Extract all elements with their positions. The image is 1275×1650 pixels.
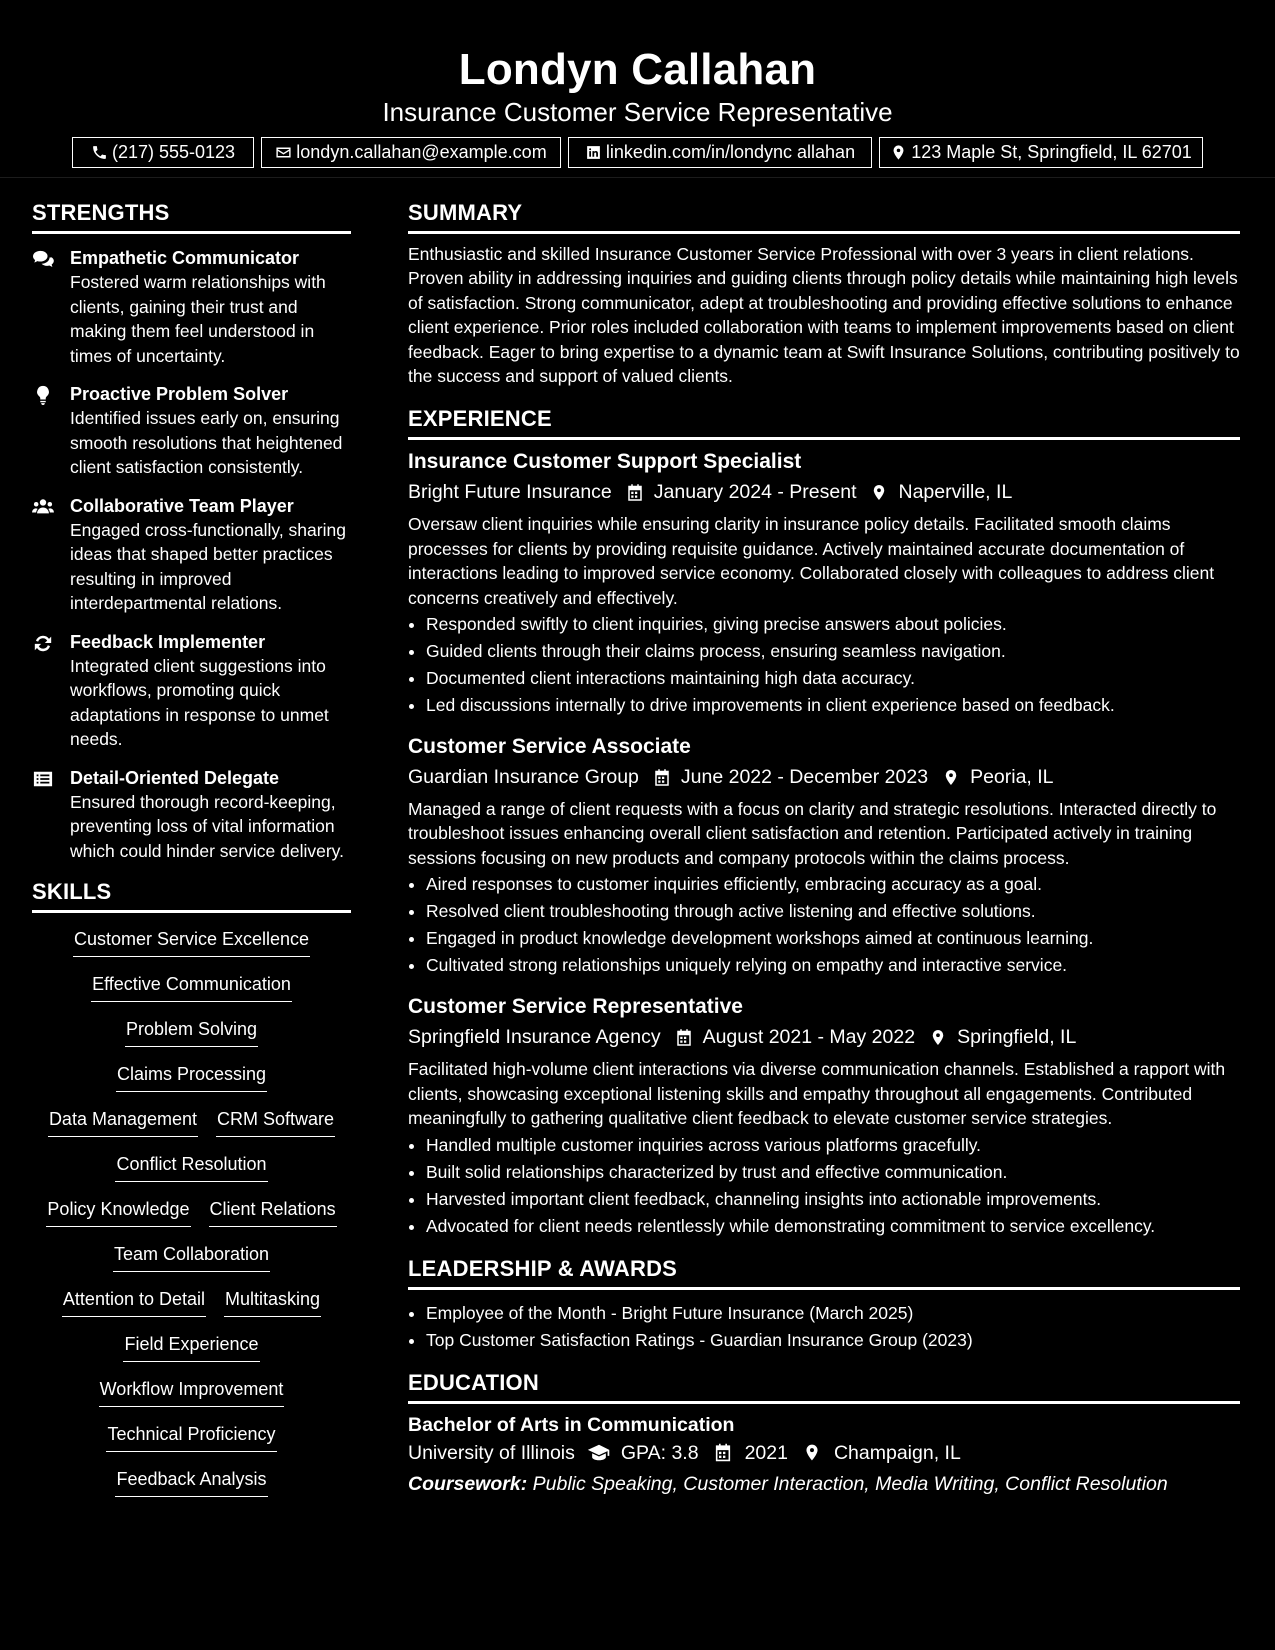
skill-tag: Field Experience [123,1330,259,1362]
left-column [32,198,351,1510]
map-pin-icon [942,768,960,787]
contact-address[interactable] [879,137,1203,168]
skill-tag: Technical Proficiency [106,1420,276,1452]
contact-phone[interactable] [72,137,254,168]
summary-heading: SUMMARY [408,198,1240,234]
job-bullets [408,871,1240,979]
job-bullet: • Led discussions internally to drive improvements in client experience based on feedback. [426,692,1240,719]
job-location: Naperville, IL [898,481,1013,504]
candidate-title: Insurance Customer Service Representative [382,97,893,127]
strengths-list [32,246,351,863]
award-item: • Top Customer Satisfaction Ratings - Guardian Insurance Group (2023) [426,1327,1240,1354]
list-icon [32,769,54,789]
skill-tag: Conflict Resolution [115,1150,267,1182]
skill-tag: Policy Knowledge [46,1195,190,1227]
skill-tag: CRM Software [216,1105,335,1137]
education-gpa: GPA: 3.8 [620,1441,699,1464]
skill-tag: Customer Service Excellence [73,925,310,957]
strength-desc: Identified issues early on, ensuring smooth resolutions that heightened client satisfaction consistently. [70,408,343,477]
awards-heading: LEADERSHIP & AWARDS [408,1254,1240,1290]
job-company: Bright Future Insurance [408,481,612,504]
education-degree: Bachelor of Arts in Communication [408,1413,735,1436]
job-bullet: • Harvested important client feedback, channeling insights into actionable improvements. [426,1186,1240,1213]
linkedin-icon [585,144,602,161]
education-heading: EDUCATION [408,1368,1240,1404]
map-pin-icon [870,483,888,502]
coursework-list: Public Speaking, Customer Interaction, Media Writing, Conflict Resolution [532,1472,1168,1495]
skill-row [32,925,351,970]
strength-title: Feedback Implementer [70,631,266,652]
map-pin-icon [800,1443,824,1462]
coursework-label: Coursework: [408,1472,528,1495]
education-year: 2021 [744,1441,788,1464]
skills-list [32,925,351,1510]
job-bullet: • Built solid relationships characterized by trust and effective communication. [426,1159,1240,1186]
education-location: Champaign, IL [833,1441,961,1464]
calendar-icon [675,1028,693,1047]
strength-desc: Ensured thorough record-keeping, preventing loss of vital information which could hinder service delivery. [70,791,344,861]
sync-icon [32,633,54,653]
job-location: Peoria, IL [970,766,1054,789]
skill-row [32,1465,351,1510]
job-company: Springfield Insurance Agency [408,1026,661,1049]
job-bullet: • Documented client interactions maintaining high data accuracy. [426,665,1240,692]
calendar-icon [626,483,644,502]
calendar-icon [711,1443,735,1462]
experience-heading: EXPERIENCE [408,404,1240,440]
job-bullet: • Cultivated strong relationships uniquely relying on empathy and interactive service. [426,952,1240,979]
job-title: Customer Service Representative [408,995,743,1019]
strength-item [32,630,351,752]
skill-row [32,1240,351,1285]
skill-row [32,1015,351,1060]
skill-row [32,1195,351,1240]
calendar-icon [653,768,671,787]
skill-row [32,1105,351,1150]
contact-linkedin-text: linkedin.com/in/londync allahan [605,142,856,162]
job-entry [408,993,1240,1239]
strength-item [32,382,351,480]
awards-list [408,1300,1240,1354]
skill-row [32,1150,351,1195]
job-entry [408,448,1240,719]
job-title: Customer Service Associate [408,735,691,759]
job-meta [408,1022,1240,1052]
award-item: • Employee of the Month - Bright Future Insurance (March 2025) [426,1300,1240,1327]
skill-tag: Multitasking [224,1285,321,1317]
strength-title: Proactive Problem Solver [70,384,289,404]
strength-title: Detail-Oriented Delegate [70,767,280,788]
skill-row [32,1375,351,1420]
job-location: Springfield, IL [957,1026,1077,1049]
skill-tag: Workflow Improvement [99,1375,285,1407]
skill-row [32,970,351,1015]
skill-tag: Team Collaboration [113,1240,270,1272]
skill-tag: Data Management [48,1105,198,1137]
strength-desc: Integrated client suggestions into workflows, promoting quick adaptations in response to unmet needs. [70,655,329,749]
phone-icon [91,144,108,161]
job-description: Facilitated high-volume client interactions via diverse communication channels. Established a rapport with clients, showcasing exceptional listening skills and empathy throughout all engagements. Contributed meaningfully to gathering qualitative client feedback to elevate customer service strategies. [408,1059,1226,1129]
strength-desc: Engaged cross-functionally, sharing ideas that shaped better practices resulting in improved interdepartmental relations. [70,519,346,613]
summary-text: Enthusiastic and skilled Insurance Customer Service Professional with over 3 years in client relations. Proven ability in addressing inquiries and guiding clients through policy details while maintaining high levels of satisfaction. Strong communicator, adept at troubleshooting and providing effective solutions to enhance client experience. Prior roles included collaboration with teams to implement improvements based on client feedback. Eager to bring expertise to a dynamic team at Swift Insurance Solutions, contributing positively to the success and support of valued clients. [408,244,1240,387]
job-entry [408,733,1240,979]
skill-tag: Effective Communication [91,970,292,1002]
lightbulb-icon [32,385,54,405]
job-company: Guardian Insurance Group [408,766,639,789]
skill-row [32,1285,351,1330]
job-bullet: • Resolved client troubleshooting through active listening and effective solutions. [426,898,1240,925]
skill-tag: Feedback Analysis [115,1465,267,1497]
strength-item [32,494,351,616]
candidate-name: Londyn Callahan [458,45,817,94]
strength-title: Empathetic Communicator [70,248,300,268]
map-pin-icon [890,144,907,161]
job-bullet: • Responded swiftly to client inquiries, giving precise answers about policies. [426,611,1240,638]
skill-row [32,1330,351,1375]
job-meta [408,477,1240,507]
map-pin-icon [929,1028,947,1047]
users-icon [32,497,54,517]
strength-item [32,246,351,368]
contact-linkedin[interactable] [568,137,872,168]
job-title: Insurance Customer Support Specialist [408,450,802,474]
skill-tag: Claims Processing [116,1060,267,1092]
right-column [408,198,1240,1500]
skill-row [32,1060,351,1105]
job-bullet: • Guided clients through their claims process, ensuring seamless navigation. [426,638,1240,665]
skills-heading: SKILLS [32,877,351,913]
graduation-cap-icon [587,1443,611,1462]
contact-bar [0,137,1275,168]
resume-header [0,0,1275,178]
education-school: University of Illinois [408,1441,575,1464]
job-dates: January 2024 - Present [653,481,857,504]
contact-phone-text: (217) 555-0123 [111,142,236,162]
skill-tag: Attention to Detail [62,1285,206,1317]
job-dates: August 2021 - May 2022 [702,1026,916,1049]
strength-item [32,766,351,864]
skill-tag: Problem Solving [125,1015,258,1047]
job-bullets [408,611,1240,719]
education-meta [408,1438,1240,1468]
job-bullet: • Aired responses to customer inquiries efficiently, embracing accuracy as a goal. [426,871,1240,898]
comments-icon [32,249,54,269]
contact-email[interactable] [261,137,561,168]
job-meta [408,762,1240,792]
job-bullet: • Handled multiple customer inquiries across various platforms gracefully. [426,1132,1240,1159]
job-bullet: • Advocated for client needs relentlessly while demonstrating commitment to service excellency. [426,1213,1240,1240]
job-description: Managed a range of client requests with a focus on clarity and strategic resolutions. Interacted directly to troubleshoot issues enhancing overall client satisfaction and retention. Participated actively in training sessions focusing on new products and company protocols within the claims process. [408,799,1217,868]
contact-address-text: 123 Maple St, Springfield, IL 62701 [911,142,1192,162]
skill-row [32,1420,351,1465]
strength-title: Collaborative Team Player [70,495,294,516]
job-description: Oversaw client inquiries while ensuring clarity in insurance policy details. Facilitated smooth claims processes for clients by providing requisite guidance. Actively maintained accurate documentation of interactions leading to improved service economy. Collaborated closely with colleagues to address client concerns creatively and effectively. [408,514,1215,608]
job-dates: June 2022 - December 2023 [680,766,929,789]
job-bullets [408,1132,1240,1240]
strength-desc: Fostered warm relationships with clients, gaining their trust and making them feel understood in times of uncertainty. [70,272,326,366]
envelope-icon [275,144,292,161]
education-coursework [408,1468,1240,1500]
job-bullet: • Engaged in product knowledge development workshops aimed at continuous learning. [426,925,1240,952]
contact-email-text: londyn.callahan@example.com [296,142,547,162]
strengths-heading: STRENGTHS [32,198,351,234]
skill-tag: Client Relations [209,1195,337,1227]
